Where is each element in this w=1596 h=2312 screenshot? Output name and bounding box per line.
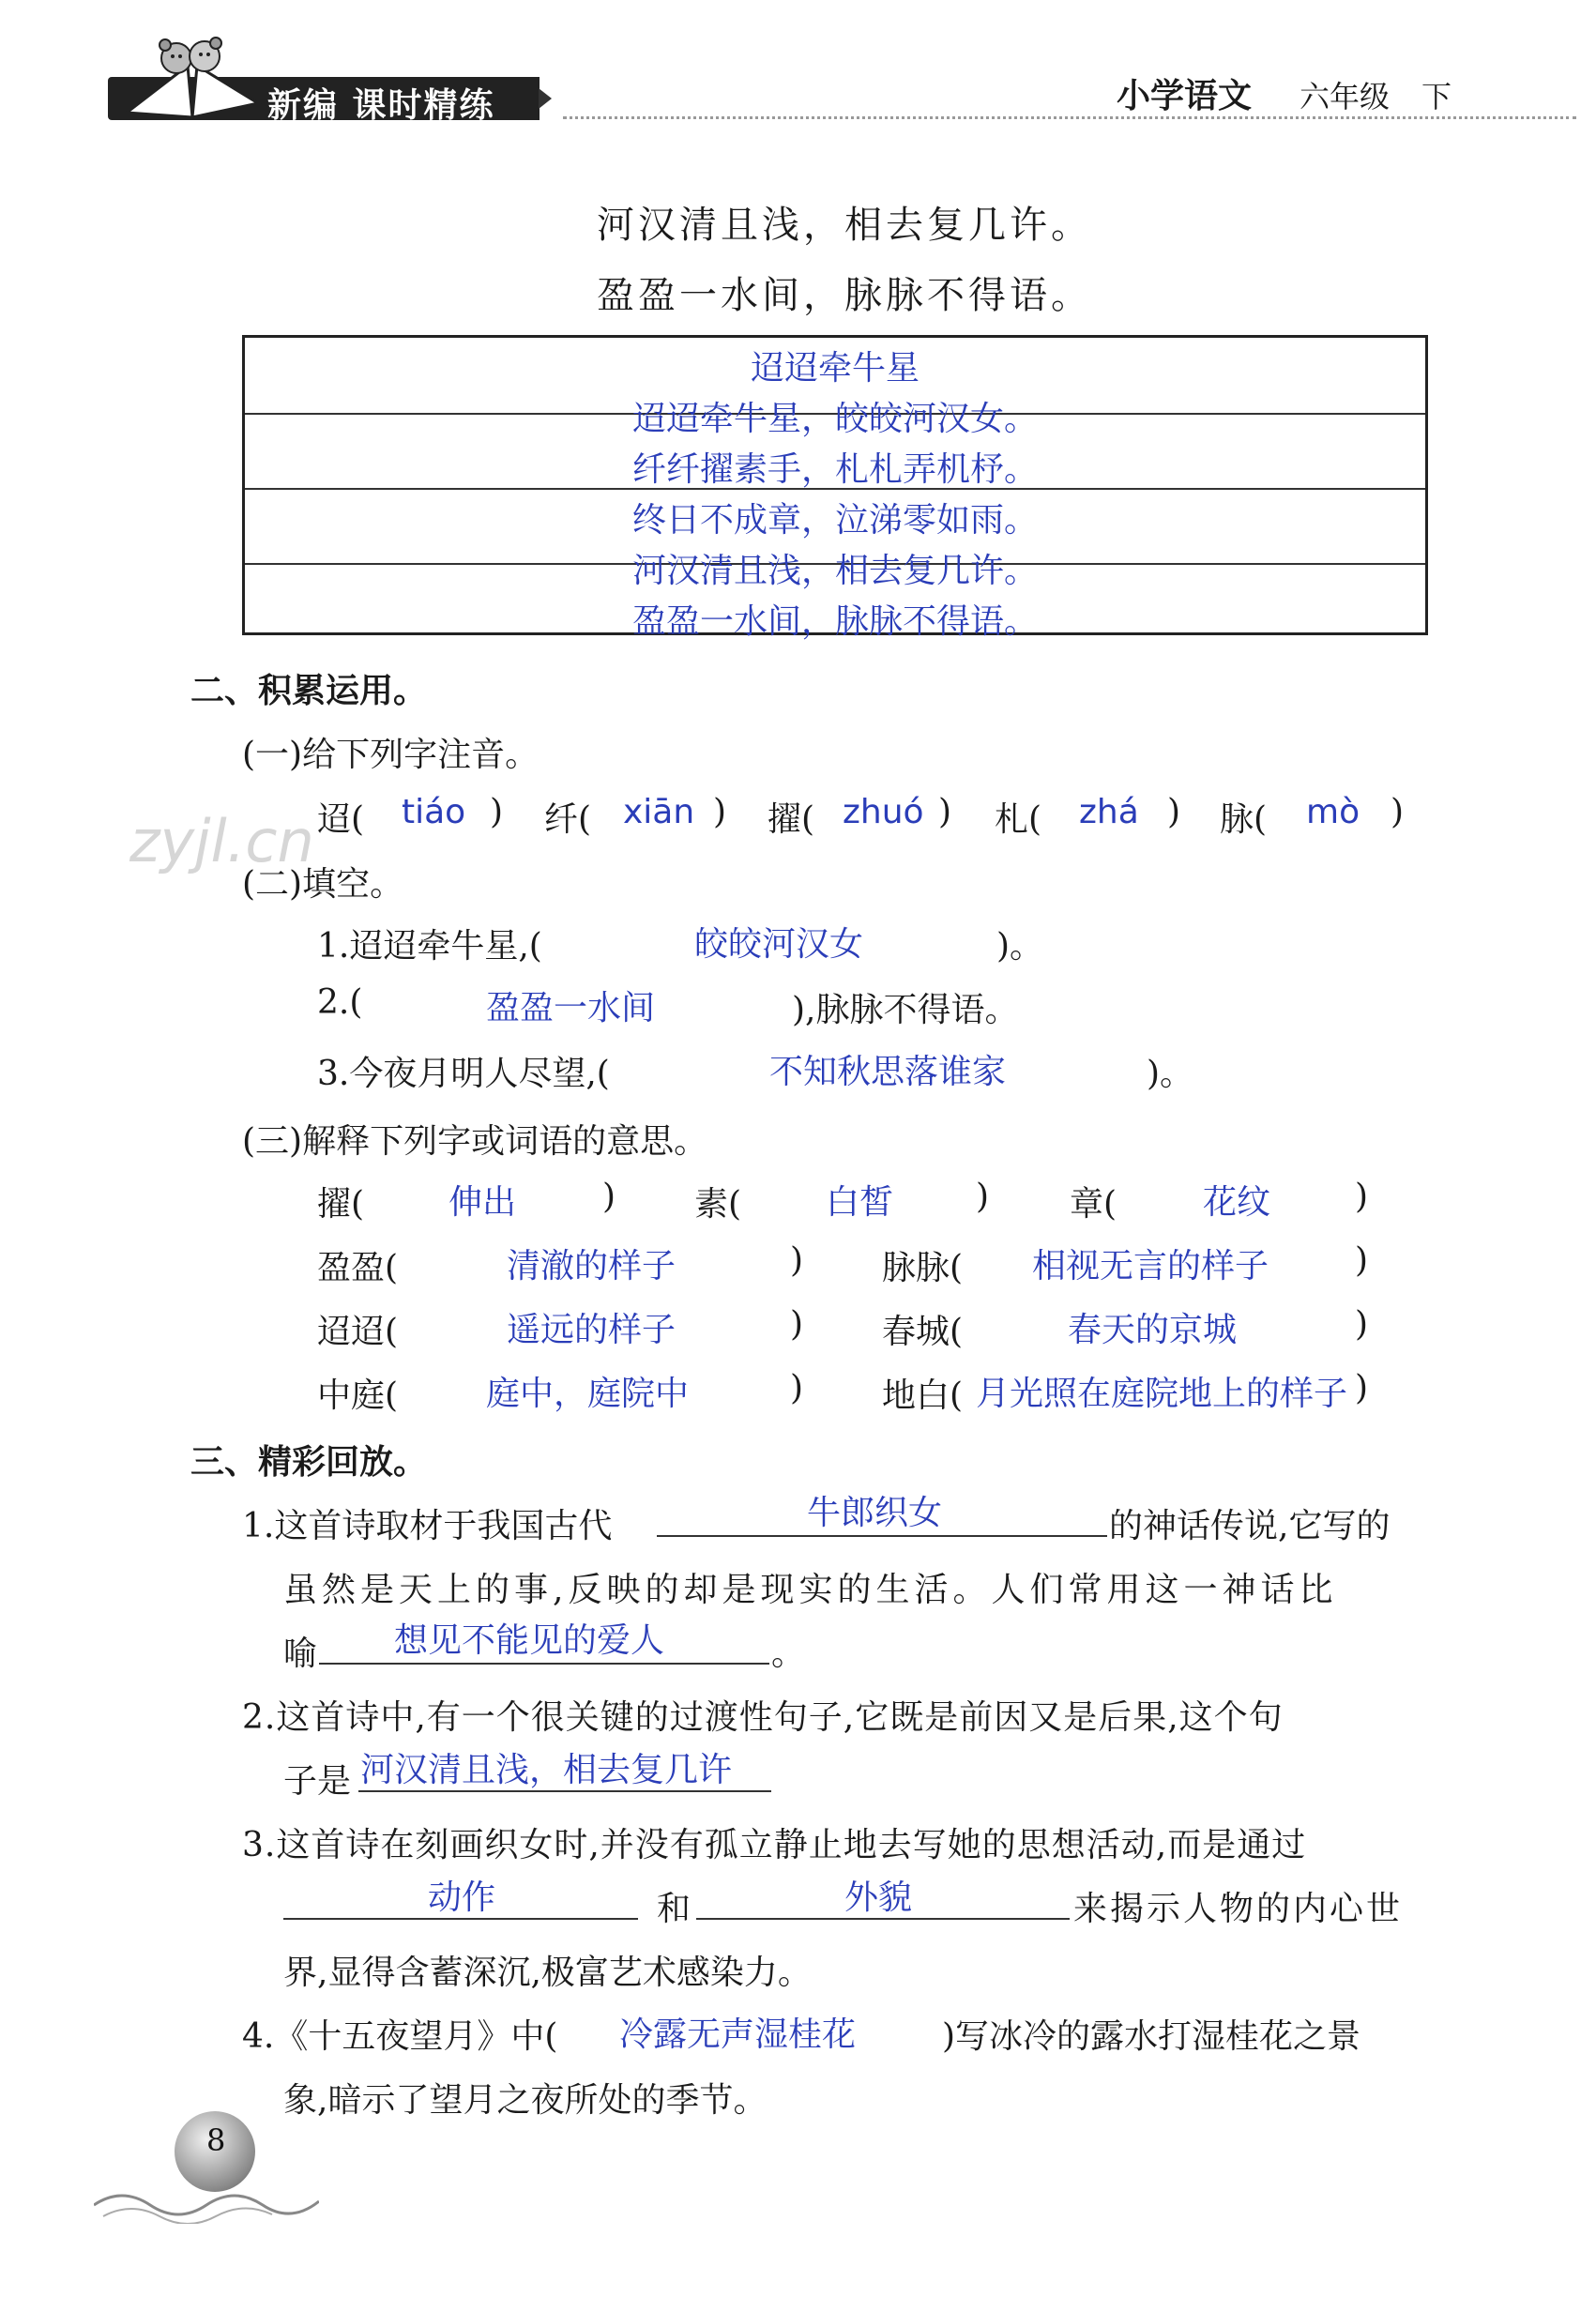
fill-answer: 盈盈一水间 [486,989,656,1027]
question-text: 和 [657,1890,692,1928]
pinyin-answer: zhuó [843,793,924,831]
term-label: 擢( [317,1185,365,1224]
meaning-answer: 花纹 [1203,1183,1271,1222]
pinyin-char: 迢( [317,800,365,839]
blank-answer: 河汉清且浅，相去复几许 [360,1751,733,1789]
blank-answer: 牛郎织女 [807,1494,943,1532]
pinyin-char: 纤( [544,800,592,839]
poem-line: 盈盈一水间，脉脉不得语。 [597,274,1092,317]
blank-answer: 动作 [428,1878,496,1917]
question-text: 界,显得含蓄深沉,极富艺术感染力。 [283,1954,812,1992]
part-heading: (一)给下列字注音。 [242,736,540,774]
term-label: 春城( [882,1313,964,1351]
blank-answer: 想见不能见的爱人 [394,1621,665,1660]
series-title: 新编 课时精练 [267,86,495,125]
paren: ) [976,1178,990,1216]
question-text: 。 [771,1635,806,1673]
section-heading: 二、积累运用。 [190,671,428,710]
watermark: zyjl.cn [129,807,314,875]
paren: ) [790,1305,804,1344]
book-bears-logo-icon [122,28,263,122]
term-label: 地白( [882,1377,964,1415]
pinyin-answer: zhá [1079,793,1139,831]
fill-prompt: 1.迢迢牵牛星,( [317,927,542,966]
paren: ) [790,1241,804,1280]
paren: ) [1355,1369,1369,1407]
meaning-answer: 相视无言的样子 [1032,1247,1269,1285]
poem-writing-box [242,335,1428,641]
paren: ) [1391,793,1405,831]
blank-answer: 冷露无声湿桂花 [619,2015,857,2054]
term-label: 迢迢( [317,1313,399,1351]
pinyin-answer: mò [1306,793,1360,831]
poem-answer-line: 盈盈一水间，脉脉不得语。 [631,602,1038,641]
pinyin-char: 脉( [1220,800,1268,839]
part-heading: (二)填空。 [242,865,404,904]
fill-suffix: ),脉脉不得语。 [792,991,1019,1029]
fill-suffix: )。 [1147,1055,1194,1093]
question-text: 虽然是天上的事,反映的却是现实的生活。人们常用这一神话比 [283,1571,1338,1609]
part-heading: (三)解释下列字或词语的意思。 [242,1122,708,1161]
question-text: 1.这首诗取材于我国古代 [242,1507,613,1545]
meaning-answer: 伸出 [448,1183,517,1222]
header-arrow [539,88,552,109]
paren: ) [938,793,952,831]
paren: ) [1355,1241,1369,1280]
term-label: 中庭( [317,1377,399,1415]
poem-answer-line: 终日不成章，泣涕零如雨。 [631,501,1038,540]
pinyin-answer: tiáo [402,793,466,831]
paren: ) [1355,1305,1369,1344]
paren: ) [790,1369,804,1407]
question-text: 的神话传说,它写的 [1109,1507,1391,1545]
pinyin-char: 擢( [768,800,815,839]
poem-title-answer: 迢迢牵牛星 [750,349,920,388]
meaning-answer: 清澈的样子 [507,1247,676,1285]
term-label: 章( [1070,1185,1117,1224]
answer-line [319,1663,769,1665]
fill-answer: 不知秋思落谁家 [769,1053,1007,1091]
term-label: 素( [694,1185,742,1224]
question-text: 4.《十五夜望月》中( [242,2017,558,2056]
fill-suffix: )。 [996,927,1044,966]
pinyin-char: 札( [995,800,1042,839]
page-number: 8 [206,2122,226,2158]
fill-answer: 皎皎河汉女 [694,925,864,964]
fill-prompt: 3.今夜月明人尽望,( [317,1055,610,1093]
grade-label: 六年级 [1300,79,1391,114]
question-text: 象,暗示了望月之夜所处的季节。 [283,2081,768,2120]
header-divider [563,116,1576,119]
question-text: 喻 [283,1635,318,1673]
term-label: 盈盈( [317,1249,399,1287]
subject-label: 小学语文 [1117,77,1253,115]
meaning-answer: 庭中，庭院中 [486,1375,690,1413]
question-text: 子是 [283,1762,352,1801]
section-heading: 三、精彩回放。 [190,1442,428,1482]
poem-line: 河汉清且浅，相去复几许。 [597,204,1092,247]
poem-answer-line: 迢迢牵牛星，皎皎河汉女。 [631,400,1038,438]
question-text: )写冰冷的露水打湿桂花之景 [942,2017,1361,2056]
meaning-answer: 春天的京城 [1068,1311,1238,1349]
paren: ) [713,793,727,831]
paren: ) [602,1178,616,1216]
paren: ) [490,793,504,831]
paren: ) [1167,793,1181,831]
meaning-answer: 月光照在庭院地上的样子 [976,1375,1348,1413]
meaning-answer: 遥远的样子 [507,1311,676,1349]
pinyin-answer: xiān [623,793,695,831]
poem-answer-line: 纤纤擢素手，札札弄机杼。 [631,450,1038,489]
meaning-answer: 白皙 [826,1183,894,1222]
answer-line [657,1535,1107,1537]
paren: ) [1355,1178,1369,1216]
term-label: 下 [1421,79,1452,114]
question-text: 2.这首诗中,有一个很关键的过渡性句子,它既是前因又是后果,这个句 [242,1698,1284,1737]
blank-answer: 外貌 [844,1878,913,1917]
question-text: 来揭示人物的内心世 [1073,1890,1404,1928]
fill-prompt: 2.( [317,983,363,1022]
poem-answer-line: 河汉清且浅，相去复几许。 [631,552,1038,590]
term-label: 脉脉( [882,1249,964,1287]
question-text: 3.这首诗在刻画织女时,并没有孤立静止地去写她的思想活动,而是通过 [242,1826,1307,1864]
